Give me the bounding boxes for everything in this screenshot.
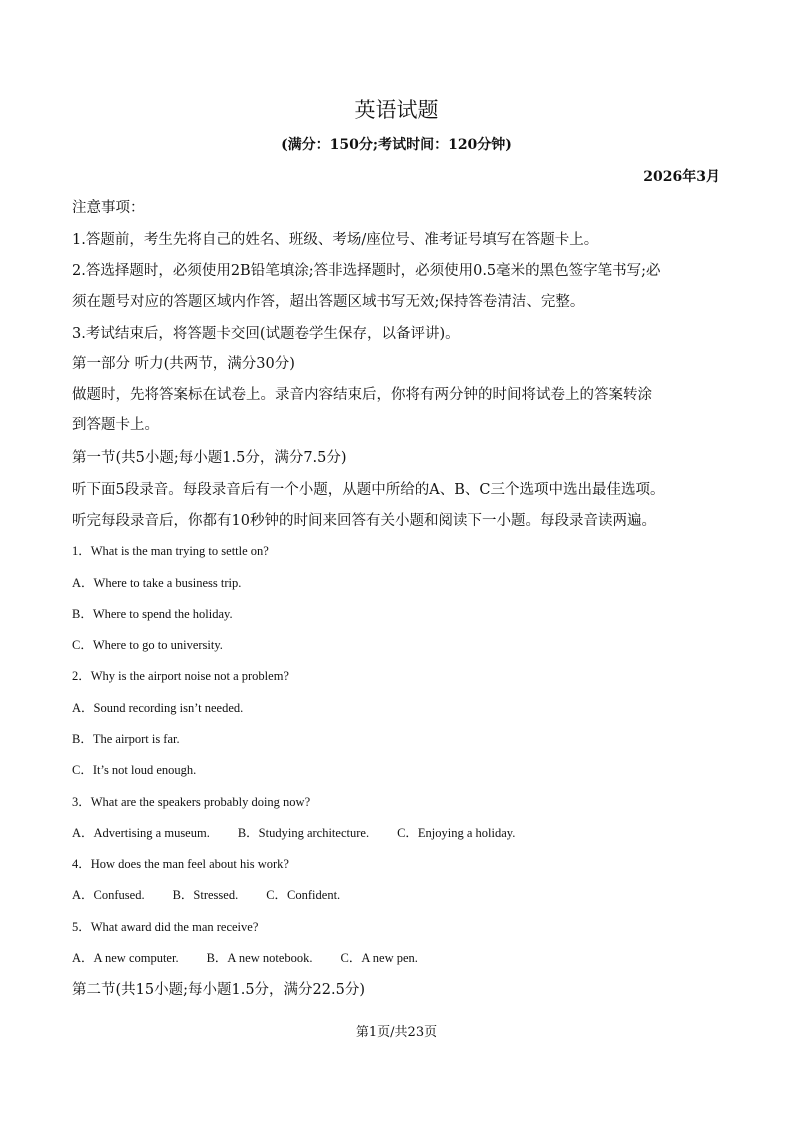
question-3-stem: 3．What are the speakers probably doing now? xyxy=(72,795,311,809)
question-1-option-a: A．Where to take a business trip. xyxy=(72,576,242,590)
question-5-option-c: C．A new pen. xyxy=(340,951,418,965)
part1-instruction-line-1: 做题时，先将答案标在试卷上。录音内容结束后，你将有两分钟的时间将试卷上的答案转涂 xyxy=(72,387,652,403)
part1-instruction-line-2: 到答题卡上。 xyxy=(72,417,159,433)
notice-item-1: 1.答题前，考生先将自己的姓名、班级、考场/座位号、准考证号填写在答题卡上。 xyxy=(72,232,599,248)
question-4-option-b: B．Stressed. xyxy=(172,888,239,902)
question-5-option-a: A．A new computer. xyxy=(72,951,179,965)
part1-heading: 第一部分 听力(共两节，满分30分) xyxy=(72,356,295,372)
question-5-option-b: B．A new notebook. xyxy=(206,951,313,965)
notice-item-3: 3.考试结束后，将答题卡交回(试题卷学生保存，以备评讲)。 xyxy=(72,326,460,342)
exam-info: (满分：150分;考试时间：120分钟) xyxy=(281,137,512,153)
question-4-option-c: C．Confident. xyxy=(266,888,341,902)
notice-heading: 注意事项： xyxy=(72,200,145,216)
question-3-option-a: A．Advertising a museum. xyxy=(72,826,210,840)
question-3-options xyxy=(72,824,515,842)
question-1-option-b: B．Where to spend the holiday. xyxy=(72,607,233,621)
section1-instruction-line-2: 听完每段录音后，你都有10秒钟的时间来回答有关小题和阅读下一小题。每段录音读两遍。 xyxy=(72,513,656,529)
section2-heading: 第二节(共15小题;每小题1.5分，满分22.5分) xyxy=(72,982,365,998)
question-2-option-a: A．Sound recording isn’t needed. xyxy=(72,701,244,715)
question-1-option-c: C．Where to go to university. xyxy=(72,638,223,652)
question-5-options xyxy=(72,949,418,967)
page-number: 第1页/共23页 xyxy=(355,1025,438,1040)
question-4-option-a: A．Confused. xyxy=(72,888,145,902)
notice-item-2-line-1: 2.答选择题时，必须使用2B铅笔填涂;答非选择题时，必须使用0.5毫米的黑色签字笔书写;必 xyxy=(72,263,661,279)
question-1-stem: 1．What is the man trying to settle on? xyxy=(72,544,269,558)
section1-instruction-line-1: 听下面5段录音。每段录音后有一个小题，从题中所给的A、B、C三个选项中选出最佳选项。 xyxy=(72,482,665,498)
question-3-option-c: C．Enjoying a holiday. xyxy=(397,826,516,840)
question-2-option-b: B．The airport is far. xyxy=(72,732,180,746)
exam-date: 2026年3月 xyxy=(643,169,720,185)
question-5-stem: 5．What award did the man receive? xyxy=(72,920,259,934)
section1-heading: 第一节(共5小题;每小题1.5分，满分7.5分) xyxy=(72,450,347,466)
notice-item-2-line-2: 须在题号对应的答题区域内作答，超出答题区域书写无效;保持答卷清洁、完整。 xyxy=(72,294,585,310)
question-2-stem: 2．Why is the airport noise not a problem? xyxy=(72,669,289,683)
question-3-option-b: B．Studying architecture. xyxy=(237,826,370,840)
question-4-options xyxy=(72,886,340,904)
question-2-option-c: C．It’s not loud enough. xyxy=(72,763,197,777)
question-4-stem: 4．How does the man feel about his work? xyxy=(72,857,289,871)
page-title: 英语试题 xyxy=(354,98,439,122)
